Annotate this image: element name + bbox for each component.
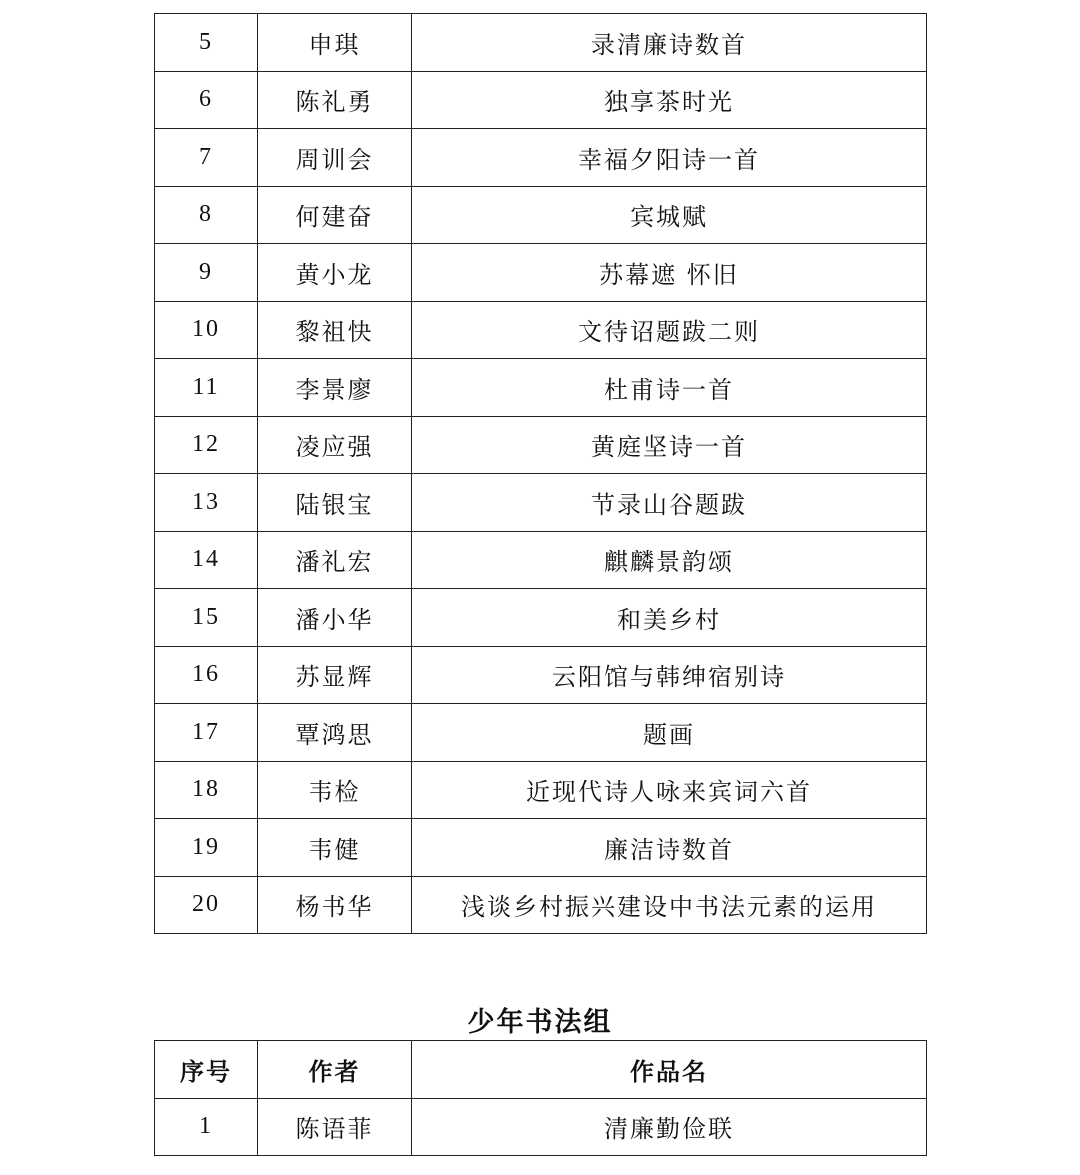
entry-number: 11 <box>155 359 258 417</box>
table-row <box>155 646 927 704</box>
table-row <box>155 1098 927 1156</box>
table-row <box>155 589 927 647</box>
header-title: 作品名 <box>412 1041 927 1099</box>
entry-number: 5 <box>155 14 258 72</box>
entry-number: 8 <box>155 186 258 244</box>
entry-title: 宾城赋 <box>412 186 927 244</box>
entry-number: 18 <box>155 761 258 819</box>
entry-title: 文待诏题跋二则 <box>412 301 927 359</box>
entry-author: 韦检 <box>258 761 412 819</box>
entry-title: 杜甫诗一首 <box>412 359 927 417</box>
entry-title: 云阳馆与韩绅宿别诗 <box>412 646 927 704</box>
entry-title: 录清廉诗数首 <box>412 14 927 72</box>
table-row <box>155 71 927 129</box>
table-row <box>155 474 927 532</box>
entry-number: 10 <box>155 301 258 359</box>
entry-number: 14 <box>155 531 258 589</box>
header-no: 序号 <box>155 1041 258 1099</box>
entry-title: 清廉勤俭联 <box>412 1098 927 1156</box>
youth-section-title: 少年书法组 <box>467 1007 613 1038</box>
entry-title: 苏幕遮 怀旧 <box>412 244 927 302</box>
entry-title: 幸福夕阳诗一首 <box>412 129 927 187</box>
entry-number: 20 <box>155 876 258 934</box>
entry-author: 黄小龙 <box>258 244 412 302</box>
header-author: 作者 <box>258 1041 412 1099</box>
table-row <box>155 761 927 819</box>
entry-author: 申琪 <box>258 14 412 72</box>
entry-author: 苏显辉 <box>258 646 412 704</box>
entry-number: 15 <box>155 589 258 647</box>
entry-title: 节录山谷题跋 <box>412 474 927 532</box>
header-row <box>155 1041 927 1099</box>
entry-author: 陆银宝 <box>258 474 412 532</box>
entry-number: 6 <box>155 71 258 129</box>
youth-entries-body <box>155 1098 927 1156</box>
entry-number: 13 <box>155 474 258 532</box>
entry-number: 1 <box>155 1098 258 1156</box>
entry-number: 17 <box>155 704 258 762</box>
entry-title: 近现代诗人咏来宾词六首 <box>412 761 927 819</box>
entry-author: 覃鸿思 <box>258 704 412 762</box>
table-row <box>155 531 927 589</box>
entry-title: 麒麟景韵颂 <box>412 531 927 589</box>
entry-author: 陈礼勇 <box>258 71 412 129</box>
entry-author: 李景廖 <box>258 359 412 417</box>
entry-author: 陈语菲 <box>258 1098 412 1156</box>
table-row <box>155 301 927 359</box>
entry-number: 12 <box>155 416 258 474</box>
table-row <box>155 359 927 417</box>
entry-number: 7 <box>155 129 258 187</box>
entry-number: 16 <box>155 646 258 704</box>
calligraphy-entries-body <box>155 14 927 934</box>
table-row <box>155 819 927 877</box>
table-row <box>155 186 927 244</box>
table-row <box>155 416 927 474</box>
entry-title: 题画 <box>412 704 927 762</box>
entry-title: 和美乡村 <box>412 589 927 647</box>
youth-calligraphy-table <box>154 1040 927 1156</box>
entry-author: 杨书华 <box>258 876 412 934</box>
entry-title: 廉洁诗数首 <box>412 819 927 877</box>
table-row <box>155 129 927 187</box>
entry-number: 19 <box>155 819 258 877</box>
entry-author: 潘小华 <box>258 589 412 647</box>
entry-author: 韦健 <box>258 819 412 877</box>
entry-author: 黎祖快 <box>258 301 412 359</box>
calligraphy-entries-table <box>154 13 927 934</box>
entry-author: 何建奋 <box>258 186 412 244</box>
entry-author: 潘礼宏 <box>258 531 412 589</box>
table-row <box>155 14 927 72</box>
entry-number: 9 <box>155 244 258 302</box>
entry-author: 周训会 <box>258 129 412 187</box>
entry-title: 黄庭坚诗一首 <box>412 416 927 474</box>
entry-author: 凌应强 <box>258 416 412 474</box>
entry-title: 浅谈乡村振兴建设中书法元素的运用 <box>412 876 927 934</box>
table-row <box>155 876 927 934</box>
youth-table-header <box>155 1041 927 1099</box>
table-row <box>155 244 927 302</box>
entry-title: 独享茶时光 <box>412 71 927 129</box>
table-row <box>155 704 927 762</box>
